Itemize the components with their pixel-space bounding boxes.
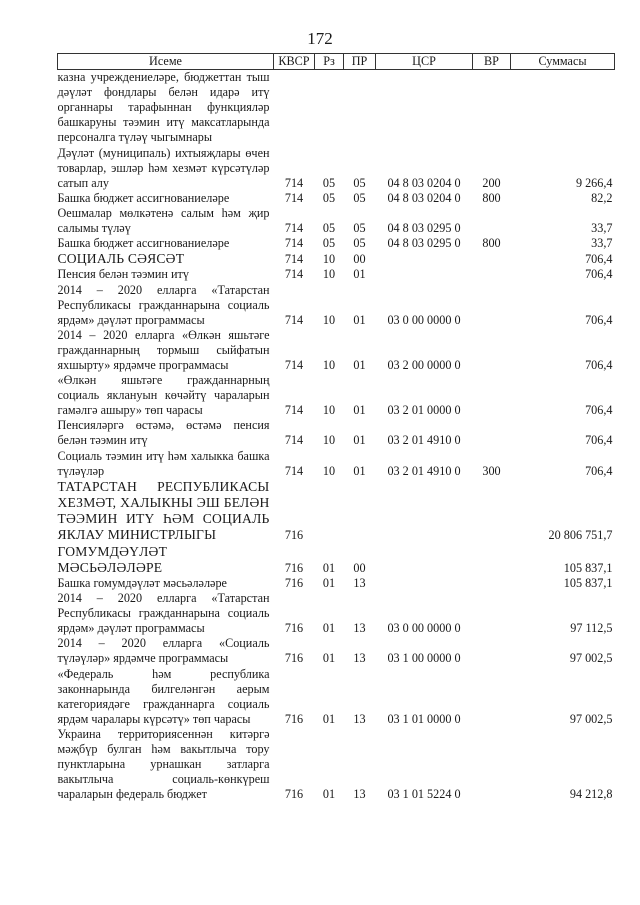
row-kvsr: 714 <box>284 190 304 205</box>
table-row <box>58 576 615 591</box>
row-csr: 03 1 01 0000 0 <box>387 711 461 726</box>
row-name: СОЦИАЛЬ СӘЯСӘТ <box>57 251 185 267</box>
table-row <box>58 236 615 251</box>
row-rz: 10 <box>322 312 336 327</box>
row-name: Дәүләт (муниципаль) ихтыяҗлары өчен товарлар, эшләр һәм хезмәт күрсәтүләр сатып алу <box>57 145 270 190</box>
row-name: Пенсияләргә өстәмә, өстәмә пенсия белән тәэмин итү <box>57 418 270 448</box>
row-vr <box>473 206 511 236</box>
row-csr: 03 2 01 0000 0 <box>387 403 461 418</box>
table-row <box>58 418 615 448</box>
row-csr: 04 8 03 0295 0 <box>387 221 461 236</box>
row-name: «Өлкән яшьтәге гражданнарның социаль яклануын көчәйтү чараларын гамәлгә ашыру» төп чарасы <box>57 373 270 418</box>
row-sum: 105 837,1 <box>563 560 613 575</box>
row-kvsr: 714 <box>284 267 304 282</box>
row-csr <box>376 267 473 282</box>
row-kvsr: 714 <box>284 463 304 478</box>
row-pr: 05 <box>353 175 366 190</box>
row-kvsr: 714 <box>284 221 304 236</box>
header-kvsr: КВСР <box>274 54 315 70</box>
row-name: ГОМУМДӘҮЛӘТ МӘСЬӘЛӘЛӘРЕ <box>57 543 168 575</box>
row-vr <box>473 418 511 448</box>
row-rz: 05 <box>322 236 336 251</box>
row-rz: 01 <box>322 711 336 726</box>
row-name: 2014 – 2020 елларга «Татарстан Республикасы гражданнарына социаль ярдәм» дәүләт программасы <box>57 282 270 327</box>
row-vr <box>473 251 511 267</box>
table-row <box>58 283 615 328</box>
header-pr: ПР <box>344 54 376 70</box>
row-vr <box>473 544 511 576</box>
row-kvsr: 716 <box>284 651 304 666</box>
row-sum: 33,7 <box>591 236 613 251</box>
row-name: казна учреждениеләре, бюджеттан тыш дәүләт фондлары белән идарә итү органнары тарафыннан функцияләр башкаруны тәэмин итү максатларында персоналга түләү чыгымнары <box>57 70 270 145</box>
table-row <box>58 636 615 666</box>
row-rz: 01 <box>322 621 336 636</box>
header-sum: Суммасы <box>511 54 615 70</box>
table-header-row <box>58 54 615 70</box>
row-pr: 01 <box>353 463 366 478</box>
table-row <box>58 328 615 373</box>
row-name: Социаль тәэмин итү һәм халыкка башка түләүләр <box>57 448 270 478</box>
row-sum: 706,4 <box>585 403 613 418</box>
row-pr: 01 <box>353 357 366 372</box>
row-pr: 13 <box>353 651 366 666</box>
row-name: Башка бюджет ассигнованиеләре <box>57 236 230 251</box>
table-row <box>58 479 615 544</box>
table-row <box>58 591 615 636</box>
row-rz: 01 <box>322 575 336 590</box>
row-rz: 01 <box>322 651 336 666</box>
row-pr: 13 <box>353 787 366 802</box>
header-rz: Рз <box>315 54 344 70</box>
row-name: Башка гомумдәүләт мәсьәләләре <box>57 575 227 590</box>
row-sum: 706,4 <box>585 267 613 282</box>
row-vr <box>473 667 511 727</box>
table-row <box>58 267 615 282</box>
row-csr: 04 8 03 0204 0 <box>387 190 461 205</box>
row-kvsr: 714 <box>284 403 304 418</box>
row-vr: 200 <box>482 175 501 190</box>
row-vr <box>473 591 511 636</box>
row-csr: 03 2 01 4910 0 <box>387 433 461 448</box>
row-pr: 13 <box>353 621 366 636</box>
row-sum: 706,4 <box>585 312 613 327</box>
table-row <box>58 191 615 206</box>
row-csr: 03 2 01 4910 0 <box>387 463 461 478</box>
header-csr: ЦСР <box>376 54 473 70</box>
row-kvsr: 714 <box>284 433 304 448</box>
row-rz: 05 <box>322 190 336 205</box>
row-csr: 03 0 00 0000 0 <box>387 621 461 636</box>
row-rz: 10 <box>322 403 336 418</box>
row-pr: 00 <box>353 252 366 267</box>
table-row <box>58 146 615 191</box>
row-sum: 97 002,5 <box>569 711 613 726</box>
row-csr: 03 0 00 0000 0 <box>387 312 461 327</box>
row-csr: 03 2 00 0000 0 <box>387 357 461 372</box>
budget-table <box>57 53 615 802</box>
row-vr <box>473 576 511 591</box>
row-csr: 03 1 01 5224 0 <box>387 787 461 802</box>
row-pr: 01 <box>353 433 366 448</box>
row-name: Оешмалар мөлкәтенә салым һәм җир салымы түләү <box>57 205 270 236</box>
row-kvsr: 714 <box>284 312 304 327</box>
row-pr: 13 <box>353 711 366 726</box>
row-csr: 04 8 03 0204 0 <box>387 175 461 190</box>
row-sum: 706,4 <box>585 357 613 372</box>
row-csr <box>376 70 473 146</box>
row-csr <box>376 576 473 591</box>
row-name: Украина территориясеннән китәргә мәҗбүр булган һәм вакытлыча тору пунктларына урнашкан затларга вакытлыча социаль-көнкүреш чараларын федераль бюджет <box>57 726 270 802</box>
row-sum: 706,4 <box>585 252 613 267</box>
row-rz: 10 <box>322 267 336 282</box>
row-csr: 04 8 03 0295 0 <box>387 236 461 251</box>
table-row <box>58 727 615 802</box>
row-kvsr: 714 <box>284 252 304 267</box>
row-rz: 01 <box>322 560 336 575</box>
row-rz: 01 <box>322 787 336 802</box>
row-pr: 01 <box>353 312 366 327</box>
row-csr <box>376 479 473 544</box>
row-sum: 97 112,5 <box>570 621 613 636</box>
row-rz <box>315 70 344 146</box>
row-vr <box>473 283 511 328</box>
row-sum: 706,4 <box>585 463 613 478</box>
header-vr: ВР <box>473 54 511 70</box>
row-kvsr: 716 <box>284 528 304 543</box>
row-name: ТАТАРСТАН РЕСПУБЛИКАСЫ ХЕЗМӘТ, ХАЛЫКНЫ ЭШ БЕЛӘН ТӘЭМИН ИТҮ ҺӘМ СОЦИАЛЬ ЯКЛАУ МИНИСТРЛЫГЫ <box>57 478 270 543</box>
row-csr <box>376 251 473 267</box>
row-sum: 33,7 <box>591 221 613 236</box>
row-rz: 05 <box>322 221 336 236</box>
row-sum: 9 266,4 <box>575 175 613 190</box>
row-kvsr: 716 <box>284 560 304 575</box>
row-rz: 10 <box>322 357 336 372</box>
row-name: Башка бюджет ассигнованиеләре <box>57 190 230 205</box>
table-row <box>58 251 615 267</box>
row-vr <box>473 328 511 373</box>
row-csr: 03 1 00 0000 0 <box>387 651 461 666</box>
row-kvsr: 714 <box>284 175 304 190</box>
row-vr <box>473 636 511 666</box>
row-kvsr: 716 <box>284 787 304 802</box>
row-sum: 105 837,1 <box>563 575 613 590</box>
table-row <box>58 70 615 146</box>
row-kvsr <box>274 70 315 146</box>
row-kvsr: 716 <box>284 711 304 726</box>
row-name: 2014 – 2020 елларга «Социаль түләүләр» ярдәмче программасы <box>57 636 270 666</box>
row-sum: 97 002,5 <box>569 651 613 666</box>
row-sum: 94 212,8 <box>569 787 613 802</box>
row-rz: 10 <box>322 463 336 478</box>
row-vr: 800 <box>482 236 501 251</box>
row-rz: 10 <box>322 433 336 448</box>
row-pr: 05 <box>353 190 366 205</box>
row-rz: 10 <box>322 252 336 267</box>
row-rz: 05 <box>322 175 336 190</box>
row-pr: 01 <box>353 267 366 282</box>
table-row <box>58 206 615 236</box>
row-pr <box>344 479 376 544</box>
table-row <box>58 373 615 418</box>
row-name: 2014 – 2020 елларга «Өлкән яшьтәге гражданнарның тормыш сыйфатын яхшырту» ярдәмче программасы <box>57 327 270 372</box>
row-vr <box>473 727 511 802</box>
row-kvsr: 714 <box>284 236 304 251</box>
row-vr: 300 <box>482 463 501 478</box>
row-name: «Федераль һәм республика законнарында билгеләнгән аерым категориядәге гражданнарга социаль ярдәм чаралары күрсәтү» төп чарасы <box>57 666 270 726</box>
row-pr: 01 <box>353 403 366 418</box>
row-vr <box>473 70 511 146</box>
row-pr: 05 <box>353 236 366 251</box>
row-vr: 800 <box>482 190 501 205</box>
row-vr <box>473 373 511 418</box>
row-csr <box>376 544 473 576</box>
row-name: Пенсия белән тәэмин итү <box>57 267 189 282</box>
row-pr <box>344 70 376 146</box>
row-sum: 82,2 <box>591 190 613 205</box>
table-row <box>58 544 615 576</box>
row-vr <box>473 479 511 544</box>
row-rz <box>315 479 344 544</box>
header-name: Исеме <box>58 54 274 70</box>
row-kvsr: 716 <box>284 575 304 590</box>
row-pr: 05 <box>353 221 366 236</box>
row-sum: 20 806 751,7 <box>548 528 613 543</box>
row-name: 2014 – 2020 елларга «Татарстан Республикасы гражданнарына социаль ярдәм» дәүләт программасы <box>57 591 270 636</box>
table-row <box>58 667 615 727</box>
row-sum: 706,4 <box>585 433 613 448</box>
row-kvsr: 716 <box>284 621 304 636</box>
row-kvsr: 714 <box>284 357 304 372</box>
row-vr <box>473 267 511 282</box>
row-pr: 00 <box>353 560 366 575</box>
row-sum <box>511 70 615 146</box>
table-row <box>58 449 615 479</box>
page-number: 172 <box>307 29 333 48</box>
row-pr: 13 <box>353 575 366 590</box>
